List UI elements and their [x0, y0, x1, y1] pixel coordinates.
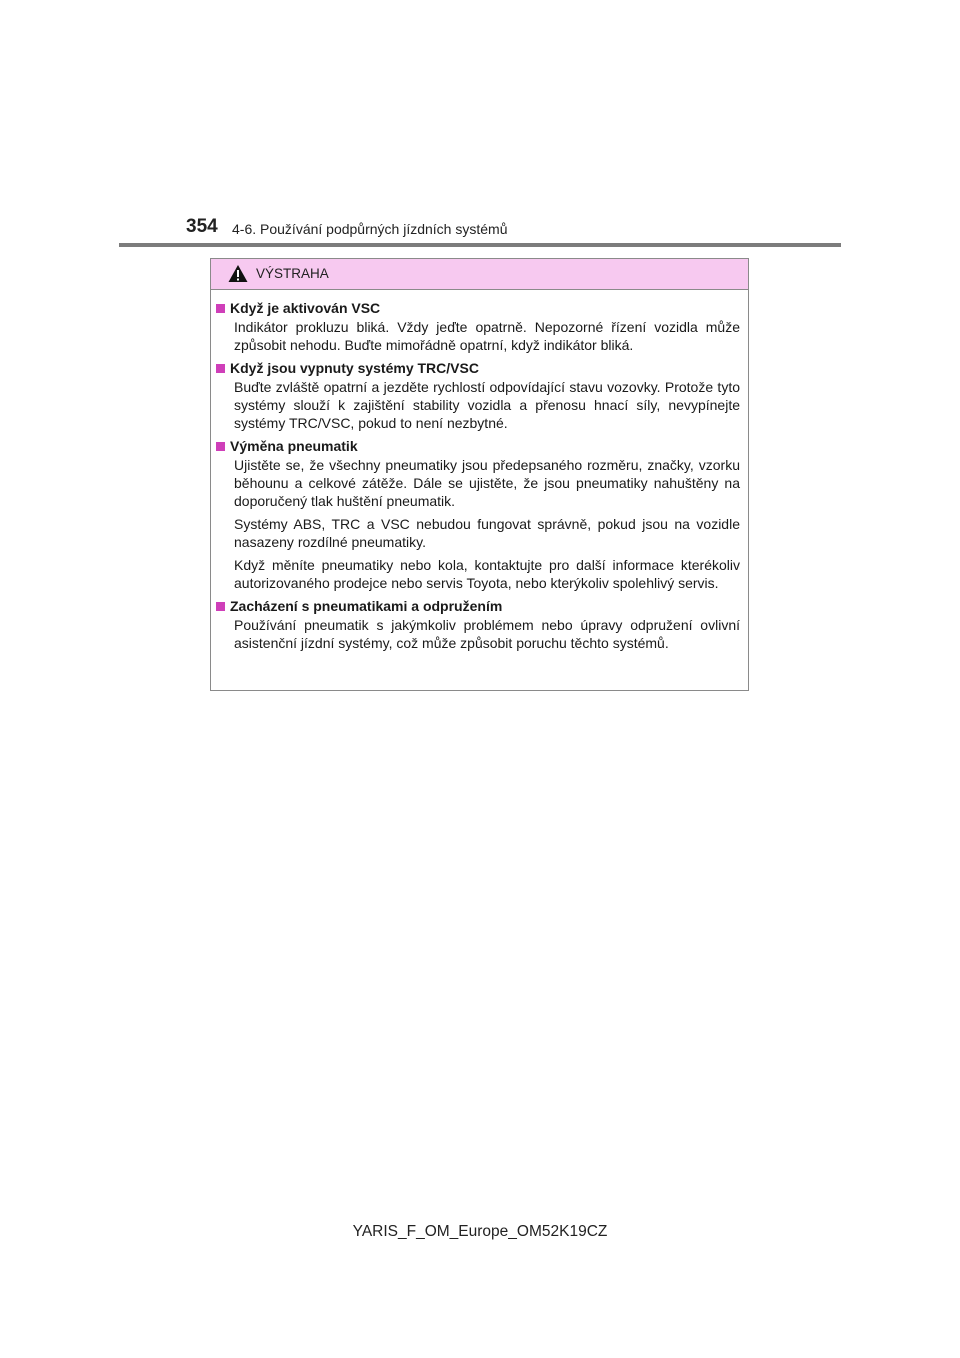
square-bullet-icon — [216, 364, 225, 373]
section-paragraph: Ujistěte se, že všechny pneumatiky jsou předepsaného rozměru, značky, vzorku běhounu a celkové zátěže. Dále se ujistěte, že jsou pneumatiky nahuštěny na doporučený tlak huštění pneumatik. — [234, 457, 740, 509]
chapter-title: 4-6. Používání podpůrných jízdních systémů — [232, 221, 508, 237]
section-heading — [216, 437, 740, 455]
square-bullet-icon — [216, 602, 225, 611]
section-paragraph: Systémy ABS, TRC a VSC nebudou fungovat správně, pokud jsou na vozidle nasazeny rozdílné pneumatiky. — [234, 516, 740, 550]
section-heading — [216, 299, 740, 317]
section-heading — [216, 597, 740, 615]
section-heading-text: Když je aktivován VSC — [230, 300, 381, 316]
warning-title: VÝSTRAHA — [256, 266, 329, 281]
section-paragraph: Když měníte pneumatiky nebo kola, kontaktujte pro další informace kterékoliv autorizovaného prodejce nebo servis Toyota, nebo kterýkoliv spolehlivý servis. — [234, 557, 740, 591]
page-number: 354 — [186, 216, 218, 237]
warning-section — [216, 597, 740, 652]
square-bullet-icon — [216, 304, 225, 313]
warning-triangle-icon — [228, 264, 248, 283]
header-rule — [119, 243, 841, 247]
warning-body — [211, 290, 748, 652]
section-paragraph: Indikátor prokluzu bliká. Vždy jeďte opatrně. Nepozorné řízení vozidla může způsobit nehodu. Buďte mimořádně opatrní, když indikátor bliká. — [234, 319, 740, 353]
section-heading-text: Výměna pneumatik — [230, 438, 358, 454]
warning-section — [216, 359, 740, 432]
document-id: YARIS_F_OM_Europe_OM52K19CZ — [352, 1223, 608, 1240]
warning-section — [216, 437, 740, 592]
warning-box — [210, 258, 749, 691]
section-heading-text: Zacházení s pneumatikami a odpružením — [230, 598, 503, 614]
warning-header — [211, 259, 748, 290]
square-bullet-icon — [216, 442, 225, 451]
section-paragraph: Používání pneumatik s jakýmkoliv problémem nebo úpravy odpružení ovlivní asistenční jízdní systémy, což může způsobit poruchu těchto systémů. — [234, 617, 740, 651]
section-heading — [216, 359, 740, 377]
section-heading-text: Když jsou vypnuty systémy TRC/VSC — [230, 360, 479, 376]
warning-section — [216, 299, 740, 354]
section-paragraph: Buďte zvláště opatrní a jezděte rychlostí odpovídající stavu vozovky. Protože tyto systémy slouží k zajištění stability vozidla a přenosu hnací síly, nevypínejte systémy TRC/VSC, pokud to není nezbytné. — [234, 379, 740, 431]
